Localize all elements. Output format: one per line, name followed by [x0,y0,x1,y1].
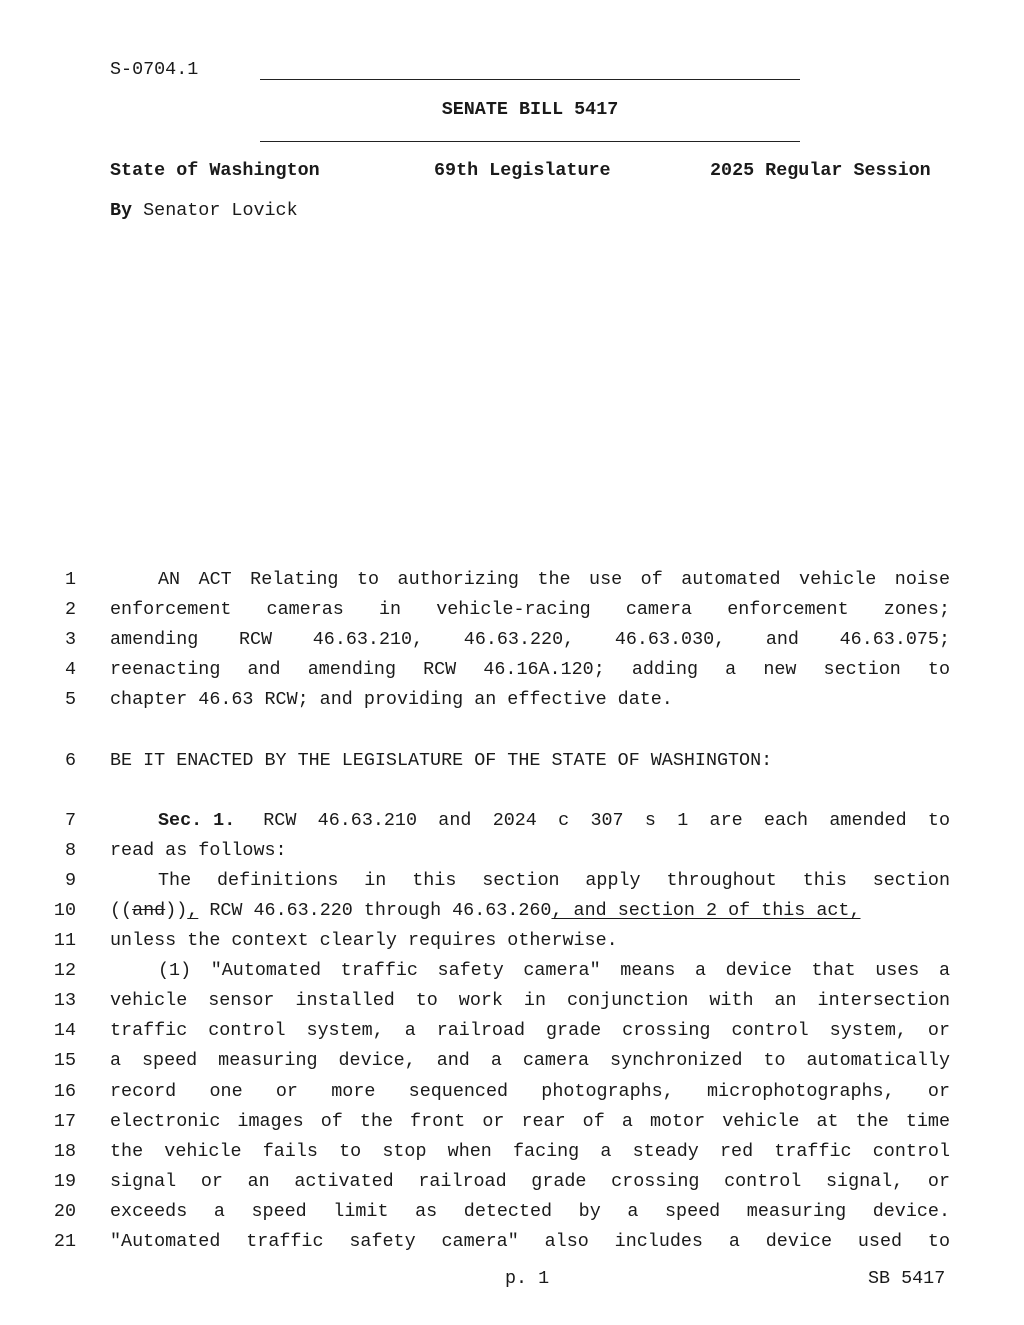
line-number: 16 [53,1081,76,1102]
session-name: 2025 Regular Session [710,160,931,181]
line-number: 20 [53,1201,76,1222]
amendment-line [110,900,950,921]
bill-line: AN ACT Relating to authorizing the use of automated vehicle noise [158,569,950,590]
inserted-text: , and section 2 of this act, [551,900,861,921]
line-number: 1 [64,569,76,590]
line-number: 10 [53,900,76,921]
line-number: 11 [53,930,76,951]
line-number: 2 [64,599,76,620]
top-rule [260,79,800,80]
line-number: 12 [53,960,76,981]
sponsor-line [110,200,298,221]
document-code: S-0704.1 [110,59,199,80]
line-number: 18 [53,1141,76,1162]
line-number: 4 [64,659,76,680]
bill-line: (1) "Automated traffic safety camera" means a device that uses a [158,960,950,981]
bill-line: exceeds a speed limit as detected by a speed measuring device. [110,1201,950,1222]
sponsor-name: Senator Lovick [143,200,298,221]
page-number: p. 1 [505,1268,550,1289]
struck-text: and [132,900,166,921]
bill-line: traffic control system, a railroad grade crossing control system, or [110,1020,950,1041]
line-number: 13 [53,990,76,1011]
bill-line: "Automated traffic safety camera" also includes a device used to [110,1231,950,1252]
section-heading-line [110,810,950,831]
bill-line: The definitions in this section apply throughout this section [158,870,950,891]
section-heading-text: RCW 46.63.210 and 2024 c 307 s 1 are each amended to [263,810,950,831]
line-number: 17 [53,1111,76,1132]
bill-line: enforcement cameras in vehicle-racing camera enforcement zones; [110,599,950,620]
bill-line: amending RCW 46.63.210, 46.63.220, 46.63.030, and 46.63.075; [110,629,950,650]
bill-line: vehicle sensor installed to work in conjunction with an intersection [110,990,950,1011]
bill-line: chapter 46.63 RCW; and providing an effective date. [110,689,673,710]
line-number: 15 [53,1050,76,1071]
inserted-comma: , [187,900,199,921]
footer-bill-ref: SB 5417 [868,1268,946,1289]
bottom-rule [260,141,800,142]
enacting-clause: BE IT ENACTED BY THE LEGISLATURE OF THE STATE OF WASHINGTON: [110,750,773,771]
line-number: 8 [64,840,76,861]
bill-line: signal or an activated railroad grade crossing control signal, or [110,1171,950,1192]
bill-title: SENATE BILL 5417 [441,99,619,120]
line-number: 14 [53,1020,76,1041]
bill-line: reenacting and amending RCW 46.16A.120; adding a new section to [110,659,950,680]
line-number: 21 [53,1231,76,1252]
amendment-middle-text: RCW 46.63.220 through 46.63.260 [198,900,552,921]
section-label: Sec. 1. [158,810,236,831]
state-name: State of Washington [110,160,320,181]
bill-line: a speed measuring device, and a camera synchronized to automatically [110,1050,950,1071]
line-number: 19 [53,1171,76,1192]
deletion-open: (( [110,900,133,921]
bill-line: record one or more sequenced photographs, microphotographs, or [110,1081,950,1102]
line-number: 7 [64,810,76,831]
line-number: 6 [64,750,76,771]
line-number: 9 [64,870,76,891]
bill-line: electronic images of the front or rear of a motor vehicle at the time [110,1111,950,1132]
bill-line: the vehicle fails to stop when facing a steady red traffic control [110,1141,950,1162]
legislature-number: 69th Legislature [434,160,611,181]
line-number: 3 [64,629,76,650]
bill-line: read as follows: [110,840,287,861]
line-number: 5 [64,689,76,710]
by-label: By [110,200,133,221]
bill-line: unless the context clearly requires otherwise. [110,930,618,951]
deletion-close: )) [165,900,188,921]
